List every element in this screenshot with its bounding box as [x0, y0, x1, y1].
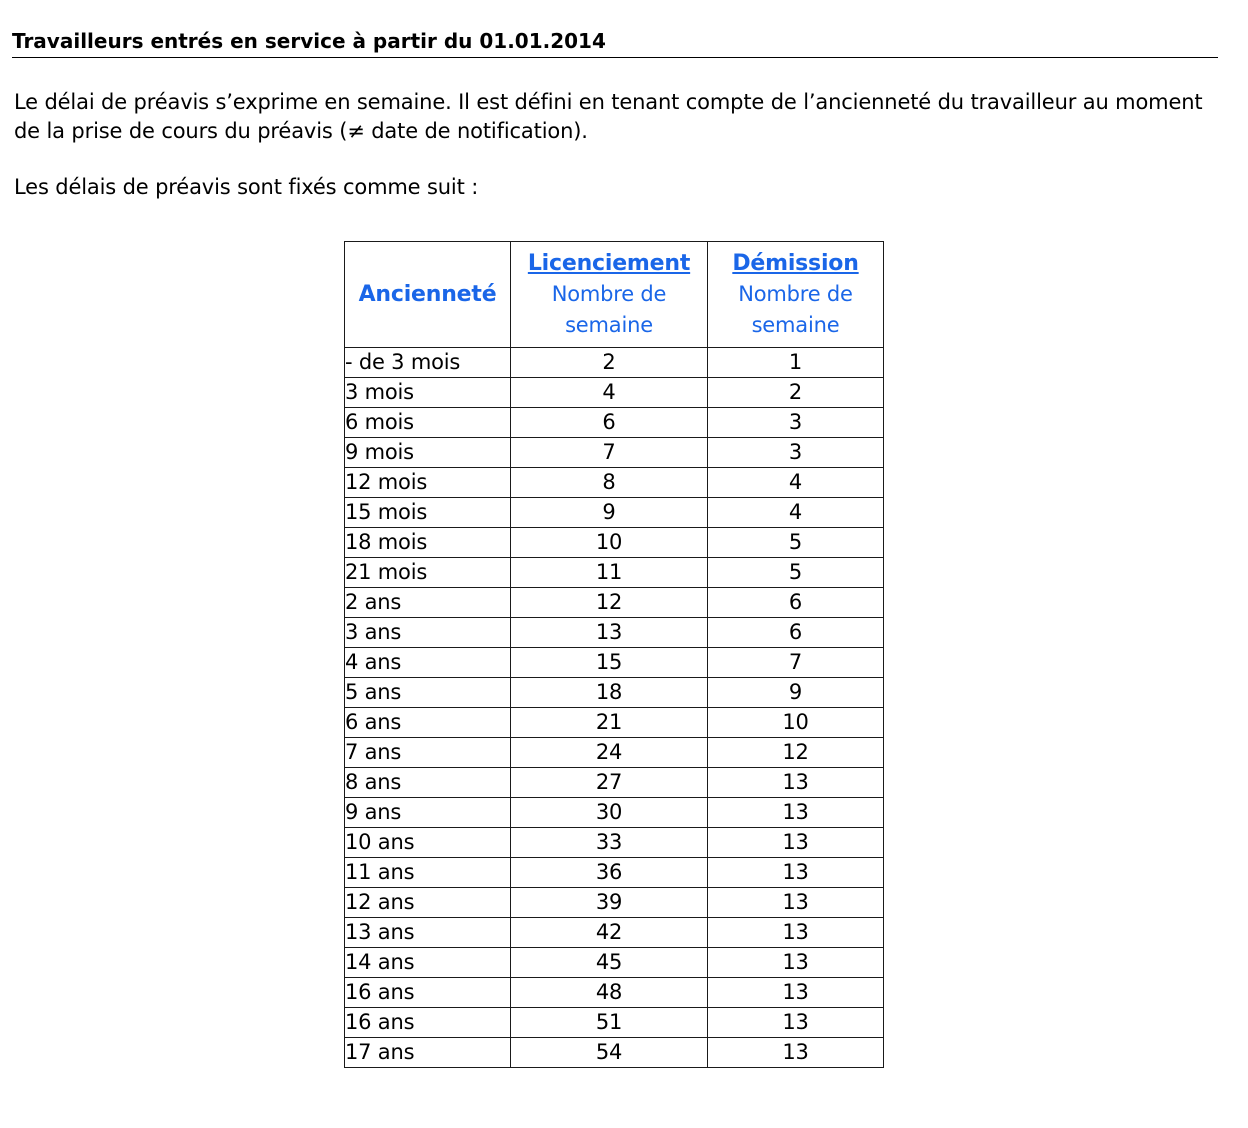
- table-row: [345, 618, 884, 648]
- resignation-weeks-cell: 13: [708, 918, 884, 948]
- seniority-cell: 6 ans: [345, 708, 511, 738]
- table-row: [345, 858, 884, 888]
- resignation-weeks-cell: 13: [708, 888, 884, 918]
- seniority-cell: 13 ans: [345, 918, 511, 948]
- resignation-weeks-cell: 13: [708, 978, 884, 1008]
- table-row: [345, 468, 884, 498]
- table-row: [345, 768, 884, 798]
- dismissal-weeks-cell: 11: [511, 558, 708, 588]
- table-row: [345, 708, 884, 738]
- dismissal-weeks-cell: 6: [511, 408, 708, 438]
- resignation-weeks-cell: 1: [708, 348, 884, 378]
- seniority-cell: 9 ans: [345, 798, 511, 828]
- table-row: [345, 1038, 884, 1068]
- table-row: [345, 438, 884, 468]
- seniority-cell: 11 ans: [345, 858, 511, 888]
- dismissal-weeks-cell: 12: [511, 588, 708, 618]
- seniority-cell: 18 mois: [345, 528, 511, 558]
- resignation-weeks-cell: 4: [708, 498, 884, 528]
- table-row: [345, 948, 884, 978]
- dismissal-weeks-cell: 51: [511, 1008, 708, 1038]
- table-row: [345, 798, 884, 828]
- table-row: [345, 408, 884, 438]
- dismissal-weeks-cell: 10: [511, 528, 708, 558]
- header-seniority-label: Ancienneté: [358, 282, 497, 307]
- seniority-cell: 14 ans: [345, 948, 511, 978]
- dismissal-weeks-cell: 18: [511, 678, 708, 708]
- dismissal-weeks-cell: 9: [511, 498, 708, 528]
- dismissal-weeks-cell: 2: [511, 348, 708, 378]
- table-row: [345, 588, 884, 618]
- table-header-row: [345, 242, 884, 348]
- resignation-weeks-cell: 2: [708, 378, 884, 408]
- table-row: [345, 738, 884, 768]
- seniority-cell: 16 ans: [345, 978, 511, 1008]
- resignation-weeks-cell: 13: [708, 1008, 884, 1038]
- resignation-weeks-cell: 9: [708, 678, 884, 708]
- seniority-cell: 12 mois: [345, 468, 511, 498]
- resignation-weeks-cell: 3: [708, 438, 884, 468]
- dismissal-weeks-cell: 21: [511, 708, 708, 738]
- table-row: [345, 498, 884, 528]
- seniority-cell: 15 mois: [345, 498, 511, 528]
- table-body: [345, 348, 884, 1068]
- section-heading-text: Travailleurs entrés en service à partir du 01.01.2014: [12, 29, 606, 53]
- intro-paragraph: Le délai de préavis s’exprime en semaine. Il est défini en tenant compte de l’ancienneté du travailleur au moment de la prise de cours du préavis (≠ date de notification).: [14, 90, 1203, 143]
- table-row: [345, 348, 884, 378]
- resignation-weeks-cell: 7: [708, 648, 884, 678]
- seniority-cell: 10 ans: [345, 828, 511, 858]
- table-row: [345, 648, 884, 678]
- section-heading: [12, 28, 1218, 58]
- resignation-weeks-cell: 13: [708, 798, 884, 828]
- resignation-weeks-cell: 10: [708, 708, 884, 738]
- seniority-cell: 2 ans: [345, 588, 511, 618]
- notice-period-table: [344, 241, 884, 1068]
- seniority-cell: 9 mois: [345, 438, 511, 468]
- table-row: [345, 378, 884, 408]
- table-row: [345, 978, 884, 1008]
- dismissal-weeks-cell: 24: [511, 738, 708, 768]
- resignation-weeks-cell: 13: [708, 1038, 884, 1068]
- dismissal-weeks-cell: 13: [511, 618, 708, 648]
- dismissal-weeks-cell: 45: [511, 948, 708, 978]
- header-resignation: [708, 242, 884, 348]
- resignation-weeks-cell: 13: [708, 828, 884, 858]
- dismissal-weeks-cell: 33: [511, 828, 708, 858]
- dismissal-weeks-cell: 7: [511, 438, 708, 468]
- table-row: [345, 558, 884, 588]
- resignation-weeks-cell: 12: [708, 738, 884, 768]
- dismissal-weeks-cell: 30: [511, 798, 708, 828]
- resignation-weeks-cell: 3: [708, 408, 884, 438]
- resignation-weeks-cell: 5: [708, 528, 884, 558]
- resignation-weeks-cell: 13: [708, 768, 884, 798]
- seniority-cell: 16 ans: [345, 1008, 511, 1038]
- seniority-cell: 3 mois: [345, 378, 511, 408]
- header-seniority: [345, 242, 511, 348]
- header-dismissal-unit: Nombre de semaine: [551, 282, 667, 337]
- dismissal-weeks-cell: 15: [511, 648, 708, 678]
- seniority-cell: 5 ans: [345, 678, 511, 708]
- dismissal-weeks-cell: 36: [511, 858, 708, 888]
- seniority-cell: 17 ans: [345, 1038, 511, 1068]
- header-resignation-unit: Nombre de semaine: [738, 282, 853, 337]
- resignation-weeks-cell: 13: [708, 858, 884, 888]
- header-dismissal: [511, 242, 708, 348]
- dismissal-weeks-cell: 42: [511, 918, 708, 948]
- resignation-weeks-cell: 13: [708, 948, 884, 978]
- resignation-weeks-cell: 6: [708, 618, 884, 648]
- seniority-cell: 12 ans: [345, 888, 511, 918]
- table-row: [345, 828, 884, 858]
- seniority-cell: 8 ans: [345, 768, 511, 798]
- dismissal-weeks-cell: 39: [511, 888, 708, 918]
- table-row: [345, 1008, 884, 1038]
- header-dismissal-link[interactable]: Licenciement: [527, 251, 691, 276]
- table-row: [345, 888, 884, 918]
- table-row: [345, 918, 884, 948]
- seniority-cell: 4 ans: [345, 648, 511, 678]
- seniority-cell: 6 mois: [345, 408, 511, 438]
- seniority-cell: 7 ans: [345, 738, 511, 768]
- dismissal-weeks-cell: 27: [511, 768, 708, 798]
- seniority-cell: 21 mois: [345, 558, 511, 588]
- table-row: [345, 678, 884, 708]
- dismissal-weeks-cell: 4: [511, 378, 708, 408]
- resignation-weeks-cell: 5: [708, 558, 884, 588]
- dismissal-weeks-cell: 54: [511, 1038, 708, 1068]
- table-lead-sentence: Les délais de préavis sont fixés comme suit :: [14, 175, 479, 199]
- dismissal-weeks-cell: 48: [511, 978, 708, 1008]
- table-row: [345, 528, 884, 558]
- seniority-cell: - de 3 mois: [345, 348, 511, 378]
- dismissal-weeks-cell: 8: [511, 468, 708, 498]
- seniority-cell: 3 ans: [345, 618, 511, 648]
- resignation-weeks-cell: 6: [708, 588, 884, 618]
- resignation-weeks-cell: 4: [708, 468, 884, 498]
- header-resignation-link[interactable]: Démission: [732, 251, 859, 276]
